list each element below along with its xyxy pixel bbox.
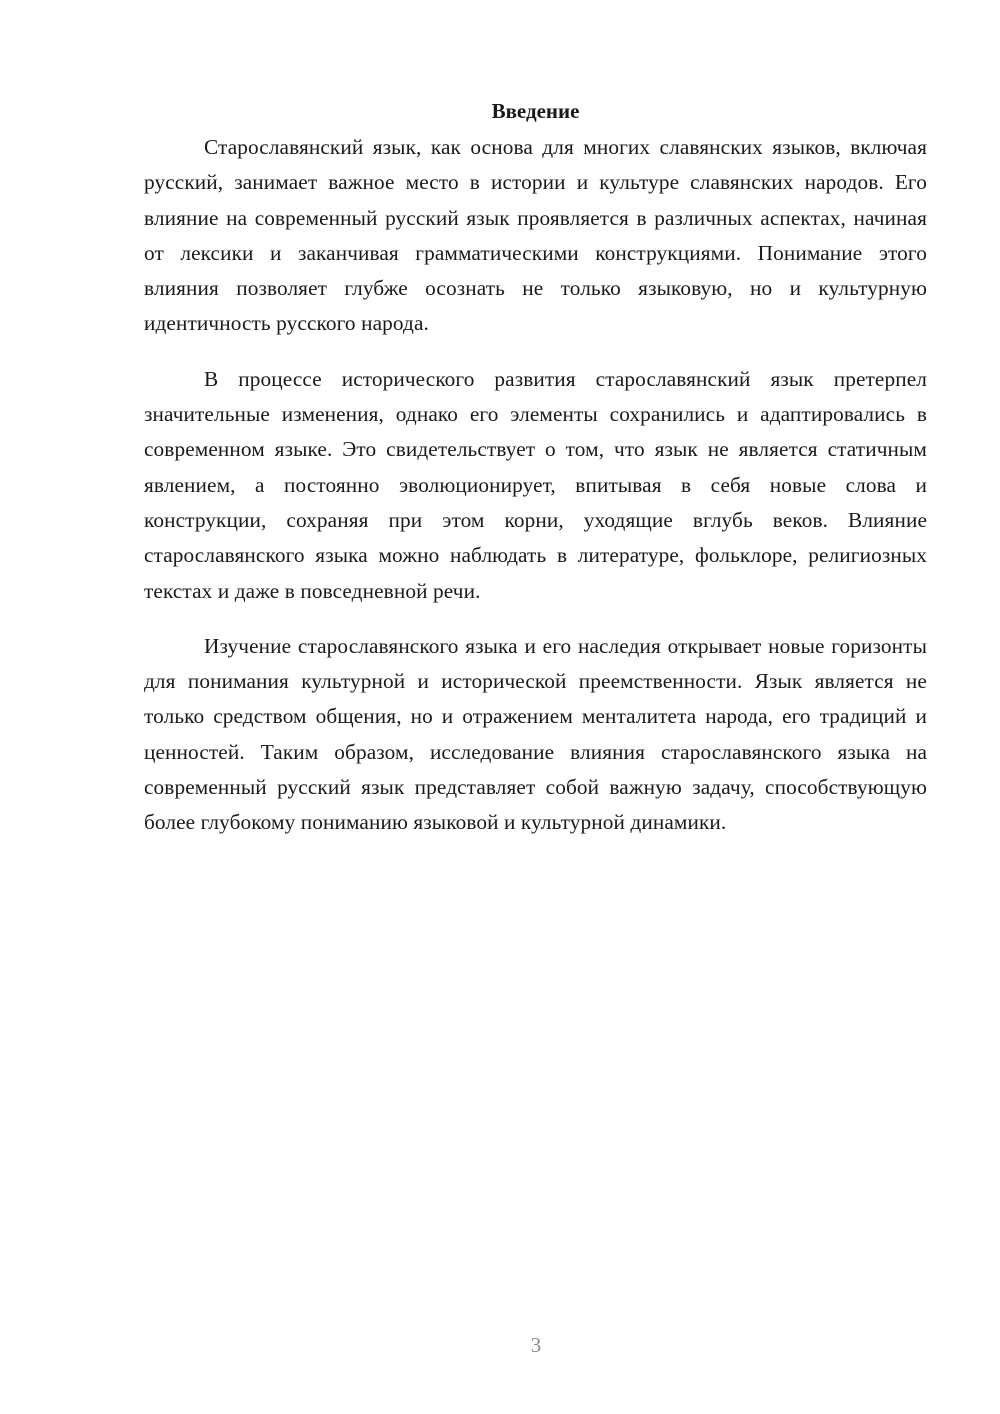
paragraph-1: Старославянский язык, как основа для многих славянских языков, включая русский, занимает важное место в истории и культуре славянских народов. Его влияние на современный русский язык проявляется в различных аспектах, начиная от лексики и заканчивая грамматическими конструкциями. Понимание этого влияния позволяет глубже осознать не только языковую, но и культурную идентичность русского народа. [144,135,927,336]
paragraph-3: Изучение старославянского языка и его наследия открывает новые горизонты для понимания культурной и исторической преемственности. Язык является не только средством общения, но и отражением менталитета народа, его традиций и ценностей. Таким образом, исследование влияния старославянского языка на современный русский язык представляет собой важную задачу, способствующую более глубокому пониманию языковой и культурной динамики. [144,633,927,835]
page-number: 3 [530,1333,542,1357]
page-content [144,94,927,861]
section-title: Введение [491,99,580,123]
paragraph-2: В процессе исторического развития старославянский язык претерпел значительные изменения, однако его элементы сохранились и адаптировались в современном языке. Это свидетельствует о том, что язык не является статичным явлением, а постоянно эволюционирует, впитывая в себя новые слова и конструкции, сохраняя при этом корни, уходящие вглубь веков. Влияние старославянского языка можно наблюдать в литературе, фольклоре, религиозных текстах и даже в повседневной речи. [144,366,927,603]
